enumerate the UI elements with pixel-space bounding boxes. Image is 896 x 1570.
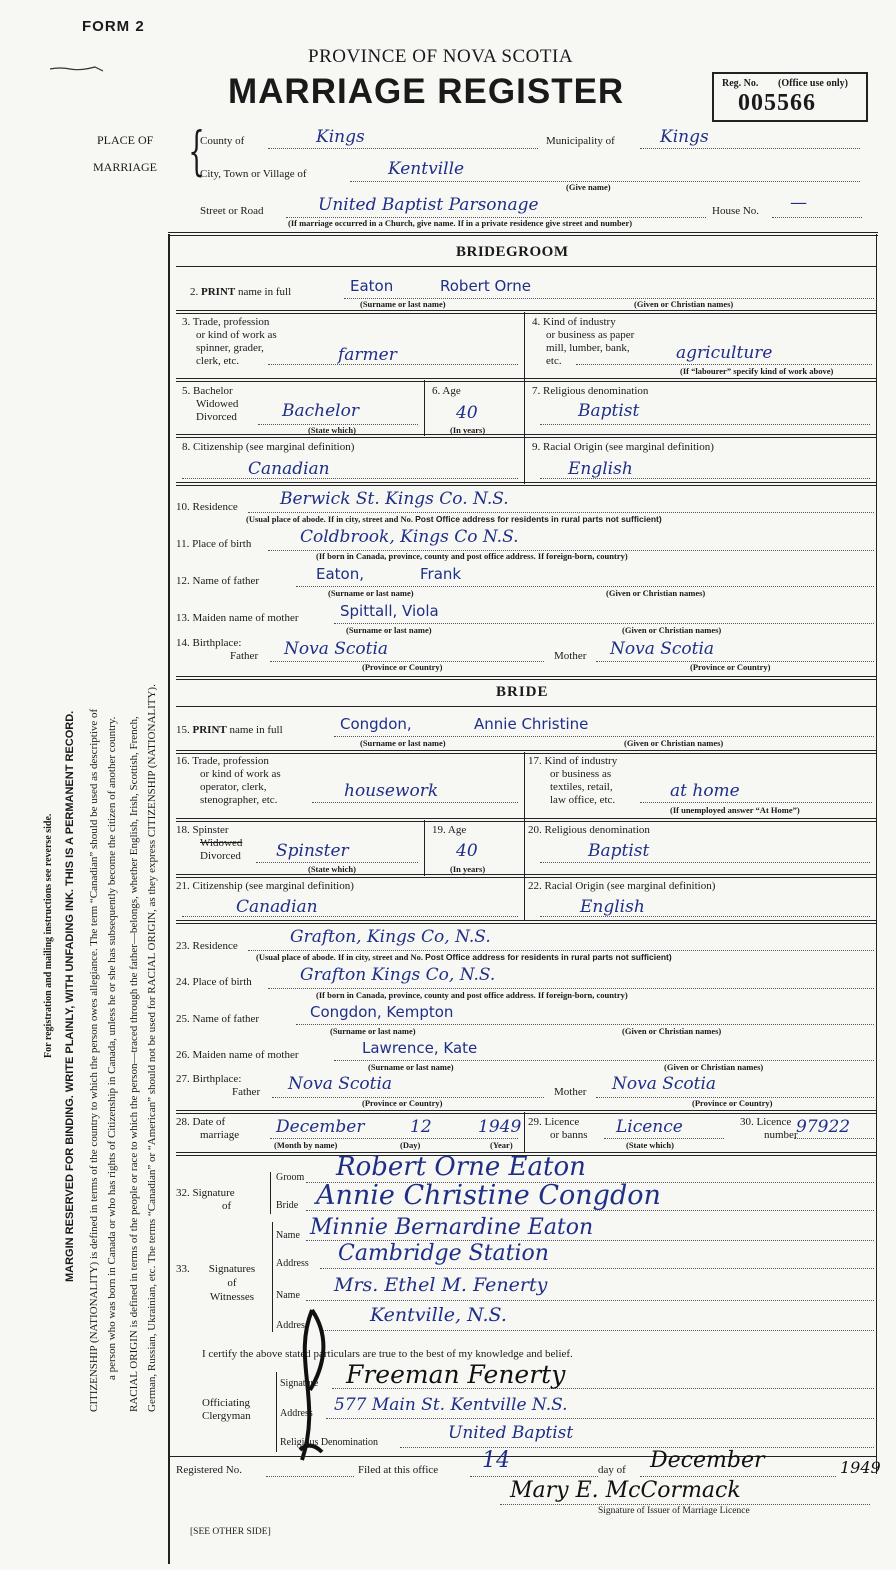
bride-birth: Grafton Kings Co, N.S.: [300, 965, 496, 985]
witness1-name-label: Name: [276, 1230, 300, 1241]
text-part: or banns: [550, 1129, 588, 1141]
see-other-side: [SEE OTHER SIDE]: [190, 1527, 271, 1537]
text-part: Signatures: [208, 1263, 256, 1275]
groom-residence-label: 10. Residence: [176, 501, 238, 513]
text-part: marriage: [200, 1129, 240, 1141]
text-part: etc.: [546, 355, 562, 367]
groom-age: 40: [456, 403, 478, 423]
groom-industry-label: [532, 316, 634, 368]
bride-citizenship: Canadian: [236, 897, 318, 917]
bride-industry-note: (If unemployed answer “At Home”): [670, 805, 800, 815]
text-part: 30. Licence: [740, 1116, 792, 1128]
sidebar-line-3: CITIZENSHIP (NATIONALITY) is defined in terms of the country to which the person owes allegiance. The term “Canadian” should be used as descriptive of: [88, 708, 100, 1412]
groom-birthplace-father-label: Father: [230, 650, 259, 662]
marriage-month-caption: (Month by name): [274, 1140, 338, 1150]
bride-birth-label: 24. Place of birth: [176, 976, 252, 988]
bride-heading: BRIDE: [496, 684, 549, 700]
sidebar-line-4: a person who was born in Canada or who has rights of Citizenship in Canada, unless he or she has subsequently become the citizen of another country.: [106, 716, 118, 1380]
text-part: 2.: [190, 286, 201, 298]
bride-residence-label: 23. Residence: [176, 940, 238, 952]
text-part: number: [764, 1129, 798, 1141]
bride-industry-label: [528, 755, 617, 807]
witness2-name-label: Name: [276, 1290, 300, 1301]
groom-sig-label: Groom: [276, 1172, 305, 1183]
text-part: operator, clerk,: [200, 781, 267, 793]
text-part: 15.: [176, 724, 193, 736]
bride-birthplace-label: 27. Birthplace:: [176, 1073, 242, 1085]
marriage-day: 12: [410, 1117, 432, 1137]
licence-or-banns-label: [528, 1116, 588, 1142]
text-part: 18. Spinster: [176, 824, 229, 836]
groom-mother: Spittall, Viola: [340, 602, 439, 620]
give-name-caption: (Give name): [566, 182, 611, 192]
bride-mother-birth-caption: (Province or Country): [692, 1098, 773, 1108]
place-heading-1: PLACE OF: [97, 133, 154, 147]
bride-name-label: [176, 724, 283, 736]
text-part: Widowed: [196, 398, 239, 410]
text-part: Widowed: [200, 837, 243, 849]
groom-heading: BRIDEGROOM: [456, 244, 569, 260]
witness2-address: Kentville, N.S.: [370, 1304, 507, 1326]
county-label: County of: [200, 135, 245, 147]
licence-or-banns: Licence: [616, 1117, 683, 1137]
groom-father-label: 12. Name of father: [176, 575, 260, 587]
text-part: (Usual place of abode. If in city, street and No.: [246, 514, 414, 524]
form-number: FORM 2: [82, 18, 145, 35]
bride-racial: English: [580, 897, 645, 917]
reg-office-note: (Office use only): [778, 78, 848, 89]
groom-given-caption: (Given or Christian names): [634, 299, 734, 309]
issuer-signature: Mary E. McCormack: [510, 1478, 741, 1503]
witness-label: [200, 1262, 264, 1304]
groom-trade: farmer: [338, 345, 397, 365]
bride-birth-note: (If born in Canada, province, county and post office address. If foreign-born, country): [316, 990, 628, 1000]
text-part: name in full: [235, 286, 292, 298]
bride-religion: Baptist: [588, 841, 650, 861]
sidebar-line-1: For registration and mailing instructions see reverse side.: [43, 813, 54, 1058]
groom-state-which: (State which): [308, 425, 356, 435]
sidebar-line-5: RACIAL ORIGIN is defined in terms of the people or race to which the person—traced through the father—belongs, whether English, Irish, Scottish, French,: [128, 716, 140, 1412]
text-part: or business as paper: [546, 329, 635, 341]
text-part: Post Office address for residents in rural parts not sufficient): [415, 514, 662, 524]
city-value: Kentville: [388, 159, 465, 179]
clergy-denomination-label: Religious Denomination: [280, 1437, 379, 1448]
text-part: mill, lumber, bank,: [546, 342, 630, 354]
text-part: of: [222, 1200, 232, 1212]
place-brace: {: [188, 122, 205, 182]
text-part: law office, etc.: [550, 794, 616, 806]
filed-month: December: [650, 1448, 765, 1473]
sidebar-line-6: German, Russian, Ukrainian, etc. The terms “Canadian” or “American” should not be used for RACIAL ORIGIN, as they express CITIZENSHIP (NATIONALITY).: [146, 684, 158, 1412]
county-value: Kings: [316, 127, 365, 147]
text-part: or kind of work as: [200, 768, 281, 780]
groom-racial-label: 9. Racial Origin (see marginal definition): [532, 441, 714, 453]
city-label: City, Town or Village of: [200, 168, 307, 180]
text-part: Divorced: [196, 411, 237, 423]
bride-father-label: 25. Name of father: [176, 1013, 260, 1025]
page-title: MARRIAGE REGISTER: [228, 72, 625, 111]
street-label: Street or Road: [200, 205, 264, 217]
text-part: stenographer, etc.: [200, 794, 278, 806]
groom-birthplace-mother-label: Mother: [554, 650, 587, 662]
groom-birth-note: (If born in Canada, province, county and post office address. If foreign-born, country): [316, 551, 628, 561]
registered-no-label: Registered No.: [176, 1464, 242, 1476]
bride-father-given-caption: (Given or Christian names): [622, 1026, 722, 1036]
groom-mother-birth: Nova Scotia: [610, 639, 715, 659]
groom-birthplace-label: 14. Birthplace:: [176, 637, 242, 649]
reg-number-box: [712, 72, 868, 122]
bride-signature: Annie Christine Congdon: [316, 1180, 661, 1211]
groom-racial: English: [568, 459, 633, 479]
groom-name-label: [190, 286, 291, 298]
groom-trade-label: [182, 316, 277, 368]
clergy-signature: Freeman Fenerty: [346, 1360, 566, 1389]
bride-mother: Lawrence, Kate: [362, 1039, 478, 1057]
house-value: —: [790, 193, 807, 213]
text-part: 4. Kind of industry: [532, 316, 616, 328]
bride-father: Congdon, Kempton: [310, 1003, 454, 1021]
witness2-address-label: Address: [276, 1320, 309, 1331]
marriage-day-caption: (Day): [400, 1140, 421, 1150]
groom-father-birth: Nova Scotia: [284, 639, 389, 659]
text-part: name in full: [226, 724, 283, 736]
reg-number: 005566: [738, 90, 816, 116]
province-heading: PROVINCE OF NOVA SCOTIA: [308, 46, 574, 67]
groom-residence-note: [246, 515, 662, 524]
marriage-date-label: [176, 1116, 239, 1142]
ink-mark: [48, 62, 108, 72]
bride-citizenship-label: 21. Citizenship (see marginal definition): [176, 880, 354, 892]
issuer-caption: Signature of Issuer of Marriage Licence: [598, 1506, 750, 1516]
clergy-signature-label: Signature: [280, 1378, 319, 1389]
clergy-denomination: United Baptist: [448, 1423, 574, 1443]
bride-trade-label: [176, 755, 281, 807]
witness1-name: Minnie Bernardine Eaton: [310, 1215, 594, 1240]
bride-birthplace-father-label: Father: [232, 1086, 261, 1098]
bride-status: Spinster: [276, 841, 349, 861]
groom-status-label: [182, 385, 238, 424]
text-part: Clergyman: [202, 1410, 251, 1422]
bride-racial-label: 22. Racial Origin (see marginal definition): [528, 880, 716, 892]
bride-father-surname-caption: (Surname or last name): [330, 1026, 416, 1036]
bride-mother-birth: Nova Scotia: [612, 1074, 717, 1094]
marriage-year-caption: (Year): [490, 1140, 513, 1150]
text-part: clerk, etc.: [196, 355, 240, 367]
text-part: spinner, grader,: [196, 342, 264, 354]
place-heading-2: MARRIAGE: [93, 160, 158, 174]
sidebar-line-2: MARGIN RESERVED FOR BINDING. WRITE PLAINLY, WITH UNFADING INK. THIS IS A PERMANENT RECORD.: [64, 710, 76, 1282]
text-part: 3. Trade, profession: [182, 316, 270, 328]
text-part: PRINT: [192, 724, 227, 736]
groom-religion: Baptist: [578, 401, 640, 421]
day-of-label: day of: [598, 1464, 626, 1476]
certify-text: I certify the above stated particulars are true to the best of my knowledge and belief.: [202, 1348, 573, 1360]
groom-residence: Berwick St. Kings Co. N.S.: [280, 489, 509, 509]
bride-father-birth: Nova Scotia: [288, 1074, 393, 1094]
reg-label: Reg. No.: [722, 78, 759, 89]
groom-birth: Coldbrook, Kings Co N.S.: [300, 527, 519, 547]
groom-surname: Eaton: [350, 277, 394, 295]
text-part: 32. Signature: [176, 1187, 235, 1199]
groom-age-label: 6. Age: [432, 385, 461, 397]
bride-state-which: (State which): [308, 864, 356, 874]
text-part: textiles, retail,: [550, 781, 613, 793]
groom-birth-label: 11. Place of birth: [176, 538, 252, 550]
bride-mother-surname-caption: (Surname or last name): [368, 1062, 454, 1072]
bride-birthplace-mother-label: Mother: [554, 1086, 587, 1098]
bride-given: Annie Christine: [474, 715, 589, 733]
text-part: 16. Trade, profession: [176, 755, 269, 767]
bride-father-birth-caption: (Province or Country): [362, 1098, 443, 1108]
text-part: or business as: [550, 768, 612, 780]
bride-mother-given-caption: (Given or Christian names): [664, 1062, 764, 1072]
groom-father-birth-caption: (Province or Country): [362, 662, 443, 672]
filed-label: Filed at this office: [358, 1464, 439, 1476]
text-part: Divorced: [200, 850, 241, 862]
witness1-address: Cambridge Station: [338, 1241, 549, 1266]
witness-number: 33.: [176, 1263, 190, 1275]
filed-year: 1949: [840, 1458, 881, 1477]
bride-age-label: 19. Age: [432, 824, 467, 836]
groom-mother-given-caption: (Given or Christian names): [622, 625, 722, 635]
groom-given: Robert Orne: [440, 277, 531, 295]
groom-status: Bachelor: [282, 401, 359, 421]
groom-father-surname-caption: (Surname or last name): [328, 588, 414, 598]
groom-surname-caption: (Surname or last name): [360, 299, 446, 309]
text-part: 5. Bachelor: [182, 385, 233, 397]
signature-label: [176, 1187, 235, 1213]
bride-age-caption: (In years): [450, 864, 486, 874]
groom-religion-label: 7. Religious denomination: [532, 385, 649, 397]
bride-residence-note: [256, 953, 672, 962]
bride-trade: housework: [344, 781, 439, 801]
text-part: 28. Date of: [176, 1116, 226, 1128]
house-label: House No.: [712, 205, 760, 217]
groom-industry: agriculture: [676, 343, 773, 363]
bride-given-caption: (Given or Christian names): [624, 738, 724, 748]
groom-mother-label: 13. Maiden name of mother: [176, 612, 299, 624]
clergy-address-label: Address: [280, 1408, 313, 1419]
groom-mother-surname-caption: (Surname or last name): [346, 625, 432, 635]
groom-age-caption: (In years): [450, 425, 486, 435]
bride-surname: Congdon,: [340, 715, 412, 733]
text-part: (Usual place of abode. If in city, street and No.: [256, 952, 424, 962]
groom-citizenship-label: 8. Citizenship (see marginal definition): [182, 441, 355, 453]
groom-father-given-caption: (Given or Christian names): [606, 588, 706, 598]
bride-industry: at home: [670, 781, 740, 801]
text-part: PRINT: [201, 286, 236, 298]
bride-residence: Grafton, Kings Co, N.S.: [290, 927, 491, 947]
filed-day: 14: [482, 1448, 510, 1473]
bride-mother-label: 26. Maiden name of mother: [176, 1049, 299, 1061]
text-part: 29. Licence: [528, 1116, 580, 1128]
text-part: Officiating: [202, 1397, 251, 1409]
groom-mother-birth-caption: (Province or Country): [690, 662, 771, 672]
bride-sig-label: Bride: [276, 1200, 299, 1211]
groom-father-given: Frank: [420, 565, 462, 583]
text-part: of: [227, 1277, 237, 1289]
bride-surname-caption: (Surname or last name): [360, 738, 446, 748]
officiating-label: [202, 1397, 251, 1423]
licence-state-which: (State which): [626, 1140, 674, 1150]
street-note: (If marriage occurred in a Church, give name. If in a private residence give street and number): [288, 218, 633, 228]
street-value: United Baptist Parsonage: [318, 195, 539, 215]
marriage-year: 1949: [478, 1117, 522, 1137]
groom-industry-note: (If “labourer” specify kind of work above): [680, 366, 834, 376]
witness2-name: Mrs. Ethel M. Fenerty: [334, 1274, 548, 1296]
bride-status-label: [176, 824, 242, 863]
text-part: Witnesses: [209, 1291, 255, 1303]
licence-number-label: [740, 1116, 798, 1142]
municipality-label: Municipality of: [546, 135, 615, 147]
witness1-address-label: Address: [276, 1258, 309, 1269]
bride-age: 40: [456, 841, 478, 861]
clergy-address: 577 Main St. Kentville N.S.: [334, 1395, 568, 1415]
text-part: 17. Kind of industry: [528, 755, 618, 767]
groom-citizenship: Canadian: [248, 459, 330, 479]
licence-number: 97922: [796, 1117, 851, 1137]
text-part: or kind of work as: [196, 329, 277, 341]
groom-father-surname: Eaton,: [316, 565, 365, 583]
municipality-value: Kings: [660, 127, 709, 147]
groom-signature: Robert Orne Eaton: [336, 1152, 586, 1182]
marriage-month: December: [276, 1117, 365, 1137]
text-part: Post Office address for residents in rural parts not sufficient): [425, 952, 672, 962]
bride-religion-label: 20. Religious denomination: [528, 824, 650, 836]
